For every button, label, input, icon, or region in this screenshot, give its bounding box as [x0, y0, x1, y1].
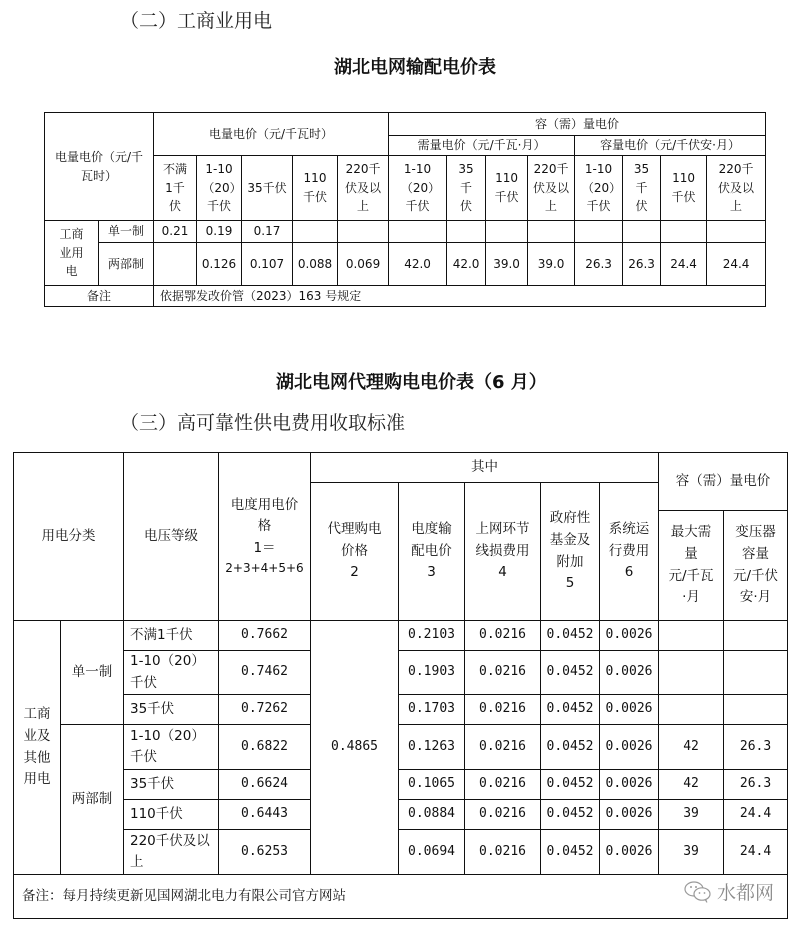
capacity-cell: 26.3 — [724, 770, 788, 800]
demand-cell: 42 — [659, 725, 724, 770]
row-label: 单一制 — [99, 221, 154, 243]
section-heading-high-reliability: （三）高可靠性供电费用收取标准 — [120, 412, 406, 434]
cell — [575, 221, 623, 243]
header-sys-fee-text: 系统运行费用 — [608, 521, 650, 559]
col-demand-35kv — [447, 156, 486, 221]
voltage-cell — [124, 830, 219, 875]
table-row — [14, 830, 788, 875]
corner-header — [45, 113, 154, 221]
cell: 42.0 — [389, 243, 447, 286]
gov-cell: 0.0452 — [541, 770, 600, 800]
cell — [623, 221, 661, 243]
single-rate-label: 单一制 — [61, 621, 124, 725]
header-gov-fund — [541, 483, 600, 621]
voltage-cell — [124, 725, 219, 770]
agent-price-cell: 0.4865 — [311, 621, 399, 875]
cell: 0.107 — [242, 243, 293, 286]
header-max-demand-unit: 元/千瓦·月 — [668, 567, 714, 606]
demand-cell: 42 — [659, 770, 724, 800]
gov-cell: 0.0452 — [541, 830, 600, 875]
transmission-price-table — [44, 112, 766, 307]
cell — [338, 221, 389, 243]
table-row — [14, 695, 788, 725]
header-sys-no: 6 — [624, 564, 634, 581]
cell: 0.17 — [242, 221, 293, 243]
cell: 39.0 — [486, 243, 528, 286]
loss-cell: 0.0216 — [465, 770, 541, 800]
col-capacity-35kv — [623, 156, 661, 221]
trans-cell: 0.0694 — [399, 830, 465, 875]
sys-cell: 0.0026 — [600, 770, 659, 800]
agent-purchase-price-table — [13, 452, 788, 919]
gov-cell: 0.0452 — [541, 651, 600, 695]
cell: 0.069 — [338, 243, 389, 286]
gov-cell: 0.0452 — [541, 621, 600, 651]
note-label: 备注 — [45, 286, 154, 307]
loss-cell: 0.0216 — [465, 830, 541, 875]
gov-cell: 0.0452 — [541, 695, 600, 725]
two-part-label: 两部制 — [61, 725, 124, 875]
header-trans-price-text: 电度输配电价 — [411, 521, 452, 559]
header-agent-price-text: 代理购电价格 — [327, 521, 382, 559]
col-label: 1-10（20）千伏 — [581, 162, 616, 214]
loss-cell: 0.0216 — [465, 725, 541, 770]
header-of-which: 其中 — [311, 453, 659, 483]
col-energy-lt1kv — [154, 156, 197, 221]
cell — [293, 221, 338, 243]
total-cell: 0.6443 — [219, 800, 311, 830]
cell: 26.3 — [575, 243, 623, 286]
voltage-text: 220千伏及以上 — [130, 832, 210, 871]
sys-cell: 0.0026 — [600, 800, 659, 830]
col-label: 35千伏 — [247, 180, 287, 195]
header-loss-fee-text: 上网环节线损费用 — [475, 521, 530, 559]
capacity-cell — [724, 621, 788, 651]
sys-cell: 0.0026 — [600, 621, 659, 651]
header-voltage: 电压等级 — [124, 453, 219, 621]
header-agent-price — [311, 483, 399, 621]
header-agent-no: 2 — [350, 564, 359, 581]
col-energy-220kv — [338, 156, 389, 221]
cell — [707, 221, 766, 243]
row-group-label — [45, 221, 99, 286]
demand-cell: 39 — [659, 830, 724, 875]
watermark — [683, 878, 774, 905]
sys-cell: 0.0026 — [600, 651, 659, 695]
energy-price-group-header: 电量电价（元/千瓦时） — [154, 113, 389, 156]
header-total-price-text: 电度用电价格 — [230, 496, 299, 535]
col-label: 220千伏及以上 — [345, 162, 382, 214]
header-loss-fee — [465, 483, 541, 621]
header-max-demand — [659, 511, 724, 621]
trans-cell: 0.2103 — [399, 621, 465, 651]
table-row — [45, 221, 766, 243]
capacity-cell: 24.4 — [724, 830, 788, 875]
header-transformer-unit: 元/千伏安·月 — [733, 567, 779, 606]
loss-cell: 0.0216 — [465, 651, 541, 695]
header-sys-fee — [600, 483, 659, 621]
table-row — [14, 651, 788, 695]
header-transformer — [724, 511, 788, 621]
cell — [154, 243, 197, 286]
capacity-cell — [724, 651, 788, 695]
cell — [661, 221, 707, 243]
cell: 0.126 — [197, 243, 242, 286]
cell — [447, 221, 486, 243]
total-cell: 0.6253 — [219, 830, 311, 875]
demand-price-subheader: 需量电价（元/千瓦·月） — [389, 136, 575, 156]
voltage-text: 1-10（20）千伏 — [130, 653, 205, 691]
cell: 0.19 — [197, 221, 242, 243]
loss-cell: 0.0216 — [465, 695, 541, 725]
header-trans-no: 3 — [427, 564, 436, 581]
trans-cell: 0.1065 — [399, 770, 465, 800]
cell — [528, 221, 575, 243]
sys-cell: 0.0026 — [600, 725, 659, 770]
col-energy-35kv — [242, 156, 293, 221]
voltage-cell: 35千伏 — [124, 770, 219, 800]
col-capacity-110kv — [661, 156, 707, 221]
sys-cell: 0.0026 — [600, 695, 659, 725]
header-trans-price — [399, 483, 465, 621]
header-total-formula-b: 2+3+4+5+6 — [225, 561, 304, 576]
col-energy-1-10kv — [197, 156, 242, 221]
demand-cell — [659, 695, 724, 725]
col-label: 不满1千伏 — [162, 162, 187, 214]
capacity-price-group-header: 容（需）量电价 — [389, 113, 766, 136]
header-loss-no: 4 — [498, 564, 507, 581]
trans-cell: 0.1703 — [399, 695, 465, 725]
trans-cell: 0.0884 — [399, 800, 465, 830]
header-gov-no: 5 — [565, 575, 575, 592]
corner-header-text: 电量电价（元/千瓦时） — [54, 149, 144, 183]
table-row — [14, 800, 788, 830]
col-demand-1-10kv — [389, 156, 447, 221]
header-capacity-group: 容（需）量电价 — [659, 453, 788, 511]
table2-title: 湖北电网代理购电电价表（6 月） — [276, 372, 547, 393]
cell: 0.088 — [293, 243, 338, 286]
total-cell: 0.7662 — [219, 621, 311, 651]
col-capacity-1-10kv — [575, 156, 623, 221]
watermark-text: 水都网 — [717, 882, 775, 904]
header-max-demand-text: 最大需量 — [670, 524, 712, 562]
cell: 26.3 — [623, 243, 661, 286]
col-demand-220kv — [528, 156, 575, 221]
voltage-text: 1-10（20）千伏 — [130, 727, 205, 766]
header-category: 用电分类 — [14, 453, 124, 621]
col-label: 1-10（20）千伏 — [202, 162, 236, 214]
cell: 42.0 — [447, 243, 486, 286]
col-label: 110千伏 — [671, 171, 696, 204]
col-label: 220千伏及以上 — [533, 162, 570, 214]
cell: 24.4 — [707, 243, 766, 286]
table-row — [14, 725, 788, 770]
voltage-cell — [124, 651, 219, 695]
trans-cell: 0.1263 — [399, 725, 465, 770]
wechat-icon — [683, 880, 713, 904]
note-text: 依据鄂发改价管（2023）163 号规定 — [154, 286, 766, 307]
total-cell: 0.7262 — [219, 695, 311, 725]
section-heading-commercial: （二）工商业用电 — [120, 10, 273, 32]
capacity-cell: 24.4 — [724, 800, 788, 830]
col-energy-110kv — [293, 156, 338, 221]
col-label: 35千伏 — [633, 162, 650, 214]
loss-cell: 0.0216 — [465, 621, 541, 651]
col-capacity-220kv — [707, 156, 766, 221]
col-label: 110千伏 — [494, 171, 519, 204]
table-row — [14, 621, 788, 651]
capacity-cell — [724, 695, 788, 725]
gov-cell: 0.0452 — [541, 725, 600, 770]
header-gov-fund-text: 政府性基金及附加 — [549, 510, 591, 570]
cell: 24.4 — [661, 243, 707, 286]
capacity-price-subheader: 容量电价（元/千伏安·月） — [575, 136, 766, 156]
cell: 39.0 — [528, 243, 575, 286]
voltage-cell: 35千伏 — [124, 695, 219, 725]
table-row — [14, 770, 788, 800]
total-cell: 0.7462 — [219, 651, 311, 695]
col-demand-110kv — [486, 156, 528, 221]
total-cell: 0.6624 — [219, 770, 311, 800]
header-total-formula: 1＝ — [253, 539, 276, 556]
col-label: 1-10（20）千伏 — [400, 162, 435, 214]
demand-cell — [659, 621, 724, 651]
loss-cell: 0.0216 — [465, 800, 541, 830]
cell — [389, 221, 447, 243]
voltage-cell: 不满1千伏 — [124, 621, 219, 651]
demand-cell: 39 — [659, 800, 724, 830]
category-label-text: 工商业及其他用电 — [23, 706, 51, 788]
cell — [486, 221, 528, 243]
row-group-text: 工商业用电 — [59, 227, 84, 279]
table1-title: 湖北电网输配电价表 — [334, 57, 496, 78]
total-cell: 0.6822 — [219, 725, 311, 770]
demand-cell — [659, 651, 724, 695]
col-label: 110千伏 — [302, 171, 327, 204]
gov-cell: 0.0452 — [541, 800, 600, 830]
row-label: 两部制 — [99, 243, 154, 286]
trans-cell: 0.1903 — [399, 651, 465, 695]
header-total-price — [219, 453, 311, 621]
capacity-cell: 26.3 — [724, 725, 788, 770]
col-label: 220千伏及以上 — [718, 162, 755, 214]
sys-cell: 0.0026 — [600, 830, 659, 875]
voltage-cell: 110千伏 — [124, 800, 219, 830]
category-label — [14, 621, 61, 875]
table2-note: 备注：每月持续更新见国网湖北电力有限公司官方网站 — [14, 875, 788, 919]
header-transformer-text: 变压器容量 — [735, 524, 776, 562]
table-row — [45, 243, 766, 286]
cell: 0.21 — [154, 221, 197, 243]
col-label: 35千伏 — [458, 162, 474, 214]
